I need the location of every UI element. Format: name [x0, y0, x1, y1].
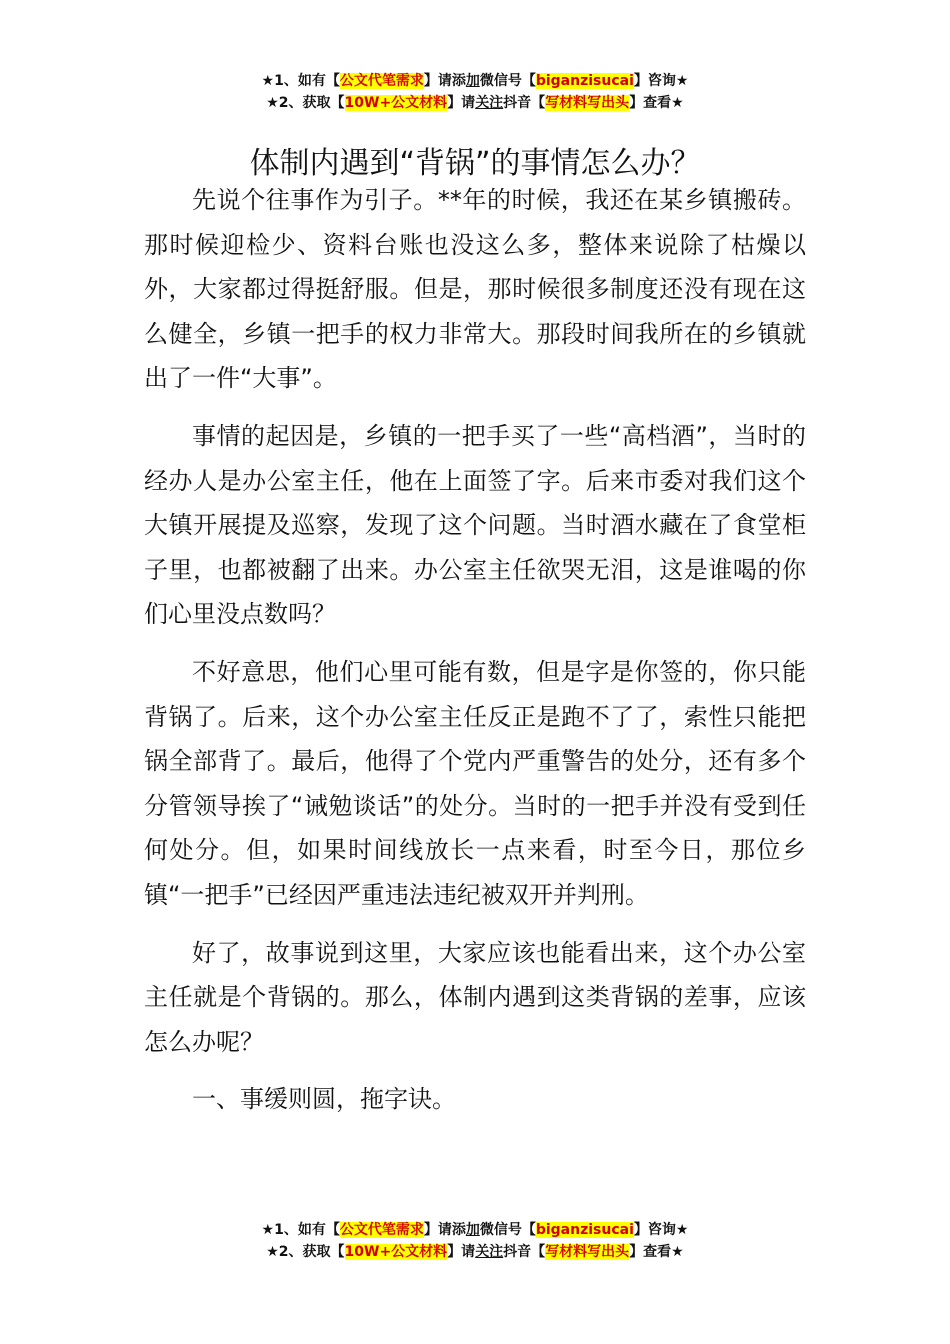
paragraph: 事情的起因是，乡镇的一把手买了一些“高档酒”，当时的经办人是办公室主任，他在上面签了字。后来市委对我们这个大镇开展提及巡察，发现了这个问题。当时酒水藏在了食堂柜子里，也都被翻了出来。办公室主任欲哭无泪，这是谁喝的你们心里没点数吗？ — [144, 421, 806, 629]
header-banner — [0, 70, 950, 114]
highlight-materials: 10W+公文材料 — [344, 1244, 448, 1260]
highlight-wechat-id: biganzisucai — [535, 1222, 634, 1238]
footer-banner — [0, 1219, 950, 1263]
document-body — [144, 178, 806, 1135]
highlight-service: 公文代笔需求 — [339, 73, 424, 89]
highlight-service: 公文代笔需求 — [339, 1222, 424, 1238]
section-heading: 一、事缓则圆，拖字诀。 — [192, 1085, 456, 1114]
paragraph: 好了，故事说到这里，大家应该也能看出来，这个办公室主任就是个背锅的。那么，体制内遇到这类背锅的差事，应该怎么办呢？ — [144, 938, 806, 1056]
highlight-materials: 10W+公文材料 — [344, 95, 448, 111]
paragraph: 不好意思，他们心里可能有数，但是字是你签的，你只能背锅了。后来，这个办公室主任反正是跑不了了，索性只能把锅全部背了。最后，他得了个党内严重警告的处分，还有多个分管领导挨了“诫勉谈话”的处分。当时的一把手并没有受到任何处分。但，如果时间线放长一点来看，时至今日，那位乡镇“一把手”已经因严重违法违纪被双开并判刑。 — [144, 657, 806, 909]
banner-line-1: ★1、如有【公文代笔需求】请添加微信号【biganzisucai】咨询★ — [261, 1222, 689, 1238]
banner-line-1: ★1、如有【公文代笔需求】请添加微信号【biganzisucai】咨询★ — [261, 73, 689, 89]
banner-line-2: ★2、获取【10W+公文材料】请关注抖音【写材料写出头】查看★ — [266, 1244, 684, 1260]
paragraph: 先说个往事作为引子。**年的时候，我还在某乡镇搬砖。那时候迎检少、资料台账也没这么多，整体来说除了枯燥以外，大家都过得挺舒服。但是，那时候很多制度还没有现在这么健全，乡镇一把手的权力非常大。那段时间我所在的乡镇就出了一件“大事”。 — [144, 186, 806, 393]
highlight-douyin: 写材料写出头 — [545, 1244, 630, 1260]
highlight-douyin: 写材料写出头 — [545, 95, 630, 111]
document-title: 体制内遇到“背锅”的事情怎么办？ — [249, 146, 701, 182]
highlight-wechat-id: biganzisucai — [535, 73, 634, 89]
banner-line-2: ★2、获取【10W+公文材料】请关注抖音【写材料写出头】查看★ — [266, 95, 684, 111]
